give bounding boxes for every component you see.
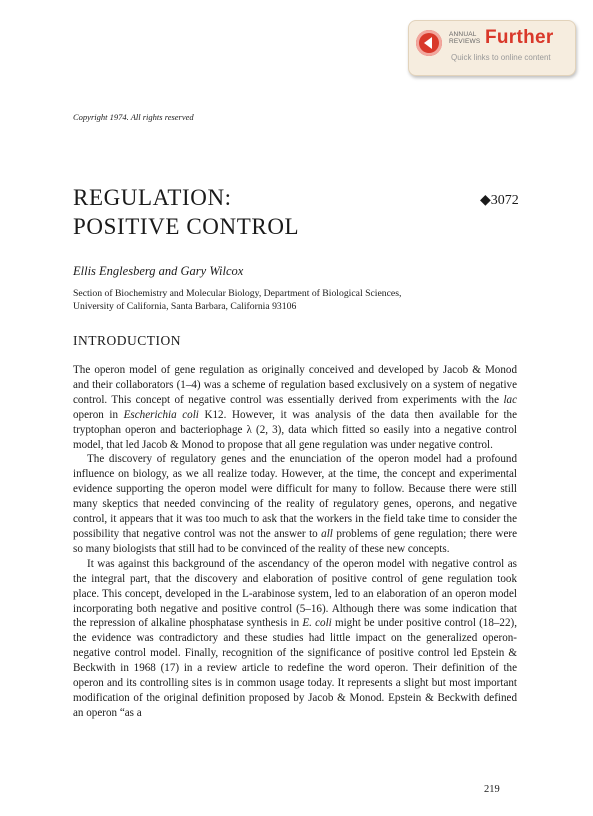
- italic-term: lac: [503, 393, 517, 406]
- affiliation-line-2: University of California, Santa Barbara, California 93106: [73, 301, 297, 312]
- play-back-icon[interactable]: [416, 30, 442, 56]
- paragraph-text: problems of gene regulation; there were so many biologists that still had to be convinced of the reality of these new concepts.: [73, 527, 517, 555]
- italic-term: Escherichia coli: [123, 408, 199, 421]
- paragraph-text: operon in: [73, 408, 124, 421]
- banner-annual-reviews: [449, 31, 485, 45]
- paragraph-text: The operon model of gene regulation as originally conceived and developed by Jacob & Monod and their collaborators (1–4) was a scheme of regulation based exclusively on a system of negative control. This concept of negative control was essentially derived from experiments with the: [73, 364, 517, 406]
- paragraph-text: It was against this background of the ascendancy of the operon model with negative control as the integral part, that the discovery and elaboration of positive control of gene regulation took place. This concept, developed in the L-arabinose system, led to an elaboration of an operon model incorporating both negative and positive control (5–16). Although there was some indication that the repression of alkaline phosphatase synthesis in: [73, 557, 517, 630]
- article-body: [73, 363, 517, 721]
- italic-term: E. coli: [302, 617, 332, 630]
- affiliation-line-1: Section of Biochemistry and Molecular Biology, Department of Biological Sciences,: [73, 288, 402, 299]
- paragraph-3: [73, 557, 517, 721]
- annual-reviews-further-banner[interactable]: [408, 20, 576, 76]
- article-code: ◆3072: [480, 193, 519, 208]
- paragraph-text: The discovery of regulatory genes and the enunciation of the operon model had a profound influence on biology, as we all realize today. However, at the time, the concept and experimental evidence supporting the operon model were difficult for many to follow. Because there were still many skeptics that needed convincing of the reality of regulatory genes, operons, and negative control, it appears that it was too much to ask that the workers in the field take time to consider the possibility that negative control was not the answer to: [73, 453, 517, 540]
- title-line-1: REGULATION:: [73, 185, 232, 210]
- banner-further-label[interactable]: Further: [485, 27, 554, 48]
- affiliation: [73, 287, 401, 313]
- paragraph-2: [73, 452, 517, 556]
- paragraph-1: [73, 363, 517, 452]
- paragraph-text: K12. However, it was analysis of the data then available for the tryptophan operon and bacteriophage λ (2, 3), data which fitted so easily into a negative control model, that led Jacob & Monod to propose that all gene regulation was under negative control.: [73, 408, 518, 451]
- page-number: 219: [484, 784, 500, 795]
- paragraph-text: might be under positive control (18–22), the evidence was contradictory and these studies had little impact on the generalized operon-negative control model. Finally, recognition of the significance of positive control led Epstein & Beckwith in 1968 (17) in a review article to redefine the word operon. Their definition of the operon and its controlling sites is in common usage today. It represents a slight but most important modification of the original definition proposed by Jacob & Monod. Epstein & Beckwith defined an operon “as a: [73, 617, 517, 719]
- title-line-2: POSITIVE CONTROL: [73, 214, 300, 239]
- banner-reviews-label: REVIEWS: [449, 38, 481, 45]
- section-heading: INTRODUCTION: [73, 333, 181, 348]
- copyright-notice: Copyright 1974. All rights reserved: [73, 112, 194, 122]
- banner-annual-label: ANNUAL: [449, 31, 477, 38]
- italic-term: all: [321, 527, 333, 540]
- banner-subtitle-link[interactable]: Quick links to online content: [451, 53, 551, 62]
- authors: Ellis Englesberg and Gary Wilcox: [73, 264, 244, 278]
- article-title: [73, 183, 299, 241]
